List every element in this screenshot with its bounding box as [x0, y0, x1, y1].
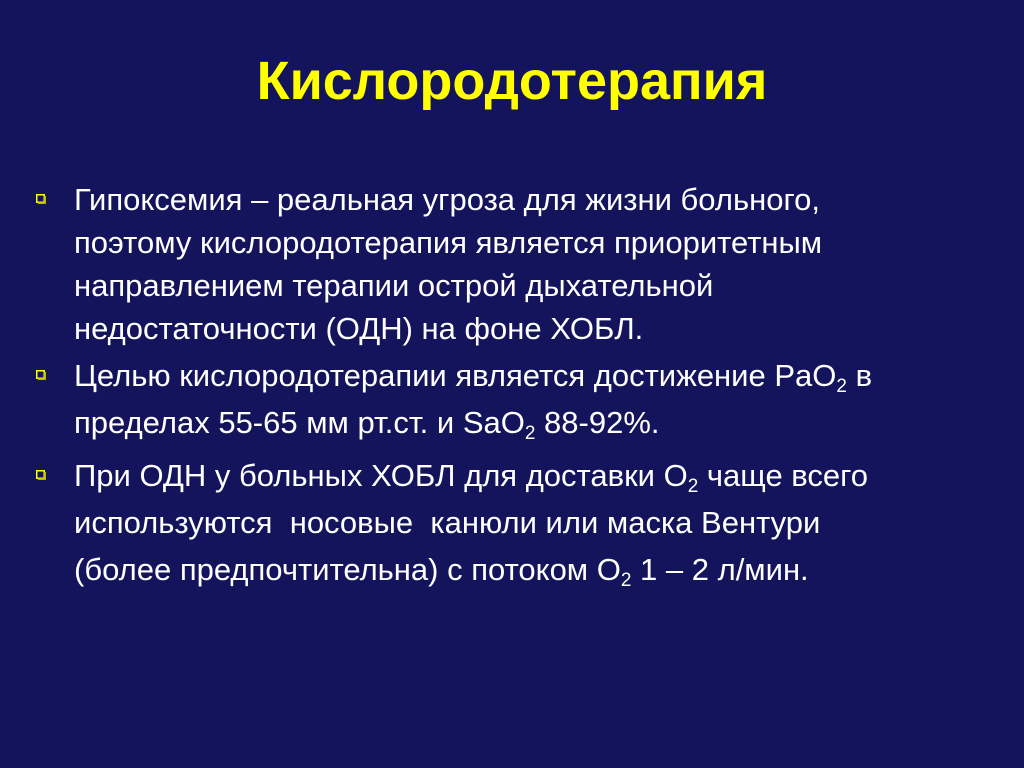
- square-bullet-icon: [36, 194, 46, 204]
- subscript: 2: [524, 423, 536, 444]
- bullet-item-target-values: [30, 352, 1000, 446]
- square-bullet-icon: [36, 470, 46, 480]
- slide-title: Кислородотерапия: [256, 51, 768, 111]
- bullet-text-line: Гипоксемия – реальная угроза для жизни больного,: [74, 182, 820, 217]
- bullet-text: чаще всего: [698, 458, 869, 493]
- bullet-text-line: направлением терапии острой дыхательной: [74, 268, 714, 303]
- bullet-text-line: недостаточности (ОДН) на фоне ХОБЛ.: [74, 311, 644, 346]
- subscript: 2: [687, 476, 699, 497]
- bullet-text: в: [846, 358, 873, 393]
- bullet-text: При ОДН у больных ХОБЛ для доставки O: [74, 458, 688, 493]
- bullet-item-hypoxemia: [30, 178, 1000, 350]
- bullet-list: [30, 178, 1000, 593]
- bullet-text: 88-92%.: [535, 405, 660, 440]
- subscript: 2: [620, 570, 632, 591]
- bullet-item-delivery: [30, 452, 1000, 593]
- bullet-text-line: поэтому кислородотерапия является приоритетным: [74, 225, 823, 260]
- bullet-text: 1 – 2 л/мин.: [631, 552, 809, 587]
- subscript: 2: [836, 376, 847, 397]
- bullet-text: (более предпочтительна) с потоком O: [74, 552, 621, 587]
- bullet-text: Целью кислородотерапии является достижение PaO: [74, 358, 837, 393]
- bullet-text: пределах 55-65 мм рт.ст. и SaO: [74, 405, 525, 440]
- square-bullet-icon: [36, 370, 46, 380]
- bullet-text: используются носовые канюли или маска Вентури: [74, 505, 821, 540]
